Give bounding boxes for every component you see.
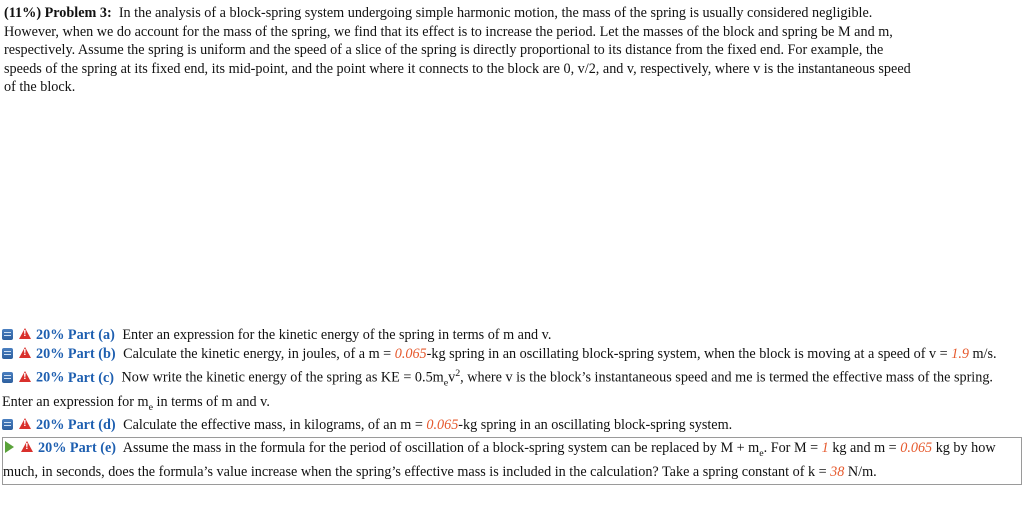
- problem-statement: [4, 4, 914, 97]
- part-text: . For M =: [763, 440, 819, 457]
- problem-text: In the analysis of a block-spring system undergoing simple harmonic motion, the mass of the spring is usually considered negligible. However, when we do account for the mass of the spring, we find that its effect is to increase the period. Let the masses of the block and spring be M and m, respectively. Assume the spring is uniform and the speed of a slice of the spring is directly proportional to its distance from the fixed end. For example, the speeds of the spring at its fixed end, its mid-point, and the point where it connects to the block are 0, v/2, and v, respectively, where v is the instantaneous speed of the block.: [4, 5, 911, 95]
- subscript: e: [148, 401, 153, 413]
- subscript: e: [759, 448, 764, 460]
- problem-title: Problem 3:: [44, 5, 112, 21]
- part-percent: 20%: [36, 346, 65, 362]
- part-text: Now write the kinetic energy of the spring as KE = 0.5m: [121, 369, 444, 386]
- value-v: 1.9: [951, 346, 969, 362]
- value-m: 0.065: [426, 417, 459, 434]
- play-icon[interactable]: [5, 441, 14, 453]
- problem-weight: (11%): [4, 5, 42, 21]
- list-icon[interactable]: [2, 372, 13, 383]
- part-label[interactable]: Part (e): [69, 440, 116, 457]
- warning-icon: [19, 328, 31, 339]
- superscript: 2: [455, 368, 461, 379]
- part-label[interactable]: Part (d): [67, 417, 116, 434]
- warning-icon: [21, 441, 33, 452]
- part-text: Enter an expression for the kinetic energy of the spring in terms of m and v.: [122, 327, 552, 343]
- list-icon[interactable]: [2, 348, 13, 359]
- part-text: N/m.: [847, 464, 877, 481]
- list-icon[interactable]: [2, 329, 13, 340]
- part-text: v: [448, 369, 456, 386]
- part-text: kg by how much, in seconds, does the formula’s value increase when the spring’s effective mass is included in the calculation? Take a spring constant of k =: [3, 440, 996, 481]
- part-percent: 20%: [36, 369, 65, 386]
- part-percent: 20%: [36, 417, 65, 434]
- part-text: kg and m =: [832, 440, 897, 457]
- parts-list: [2, 326, 1022, 485]
- warning-icon: [19, 347, 31, 358]
- part-percent: 20%: [36, 327, 65, 343]
- part-text: , where v is the block’s instantaneous speed and me is termed the effective mass of the spring. Enter an expression for m: [2, 369, 993, 410]
- list-icon[interactable]: [2, 419, 13, 430]
- value-M: 1: [821, 440, 829, 457]
- part-d[interactable]: [2, 416, 1022, 435]
- value-k: 38: [830, 464, 845, 481]
- warning-icon: [19, 418, 31, 429]
- part-text: Assume the mass in the formula for the period of oscillation of a block-spring system can be replaced by M + m: [122, 440, 760, 457]
- part-a[interactable]: [2, 326, 1022, 345]
- value-m: 0.065: [900, 440, 933, 457]
- part-text: -kg spring in an oscillating block-spring system.: [458, 417, 733, 434]
- part-b[interactable]: [2, 345, 1022, 364]
- subscript: e: [443, 377, 449, 389]
- part-text: Calculate the kinetic energy, in joules, of a m =: [123, 346, 392, 362]
- part-text: in terms of m and v.: [152, 393, 270, 410]
- part-label[interactable]: Part (b): [67, 346, 116, 362]
- warning-icon: [19, 371, 31, 382]
- part-label[interactable]: Part (a): [67, 327, 115, 343]
- part-label[interactable]: Part (c): [67, 369, 114, 386]
- part-e[interactable]: [2, 437, 1022, 485]
- part-percent: 20%: [38, 440, 67, 457]
- part-text: m/s.: [972, 346, 997, 362]
- part-text: -kg spring in an oscillating block-spring system, when the block is moving at a speed of v =: [426, 346, 948, 362]
- part-text: Calculate the effective mass, in kilograms, of an m =: [123, 417, 423, 434]
- part-c[interactable]: [2, 364, 1022, 416]
- value-m: 0.065: [394, 346, 427, 362]
